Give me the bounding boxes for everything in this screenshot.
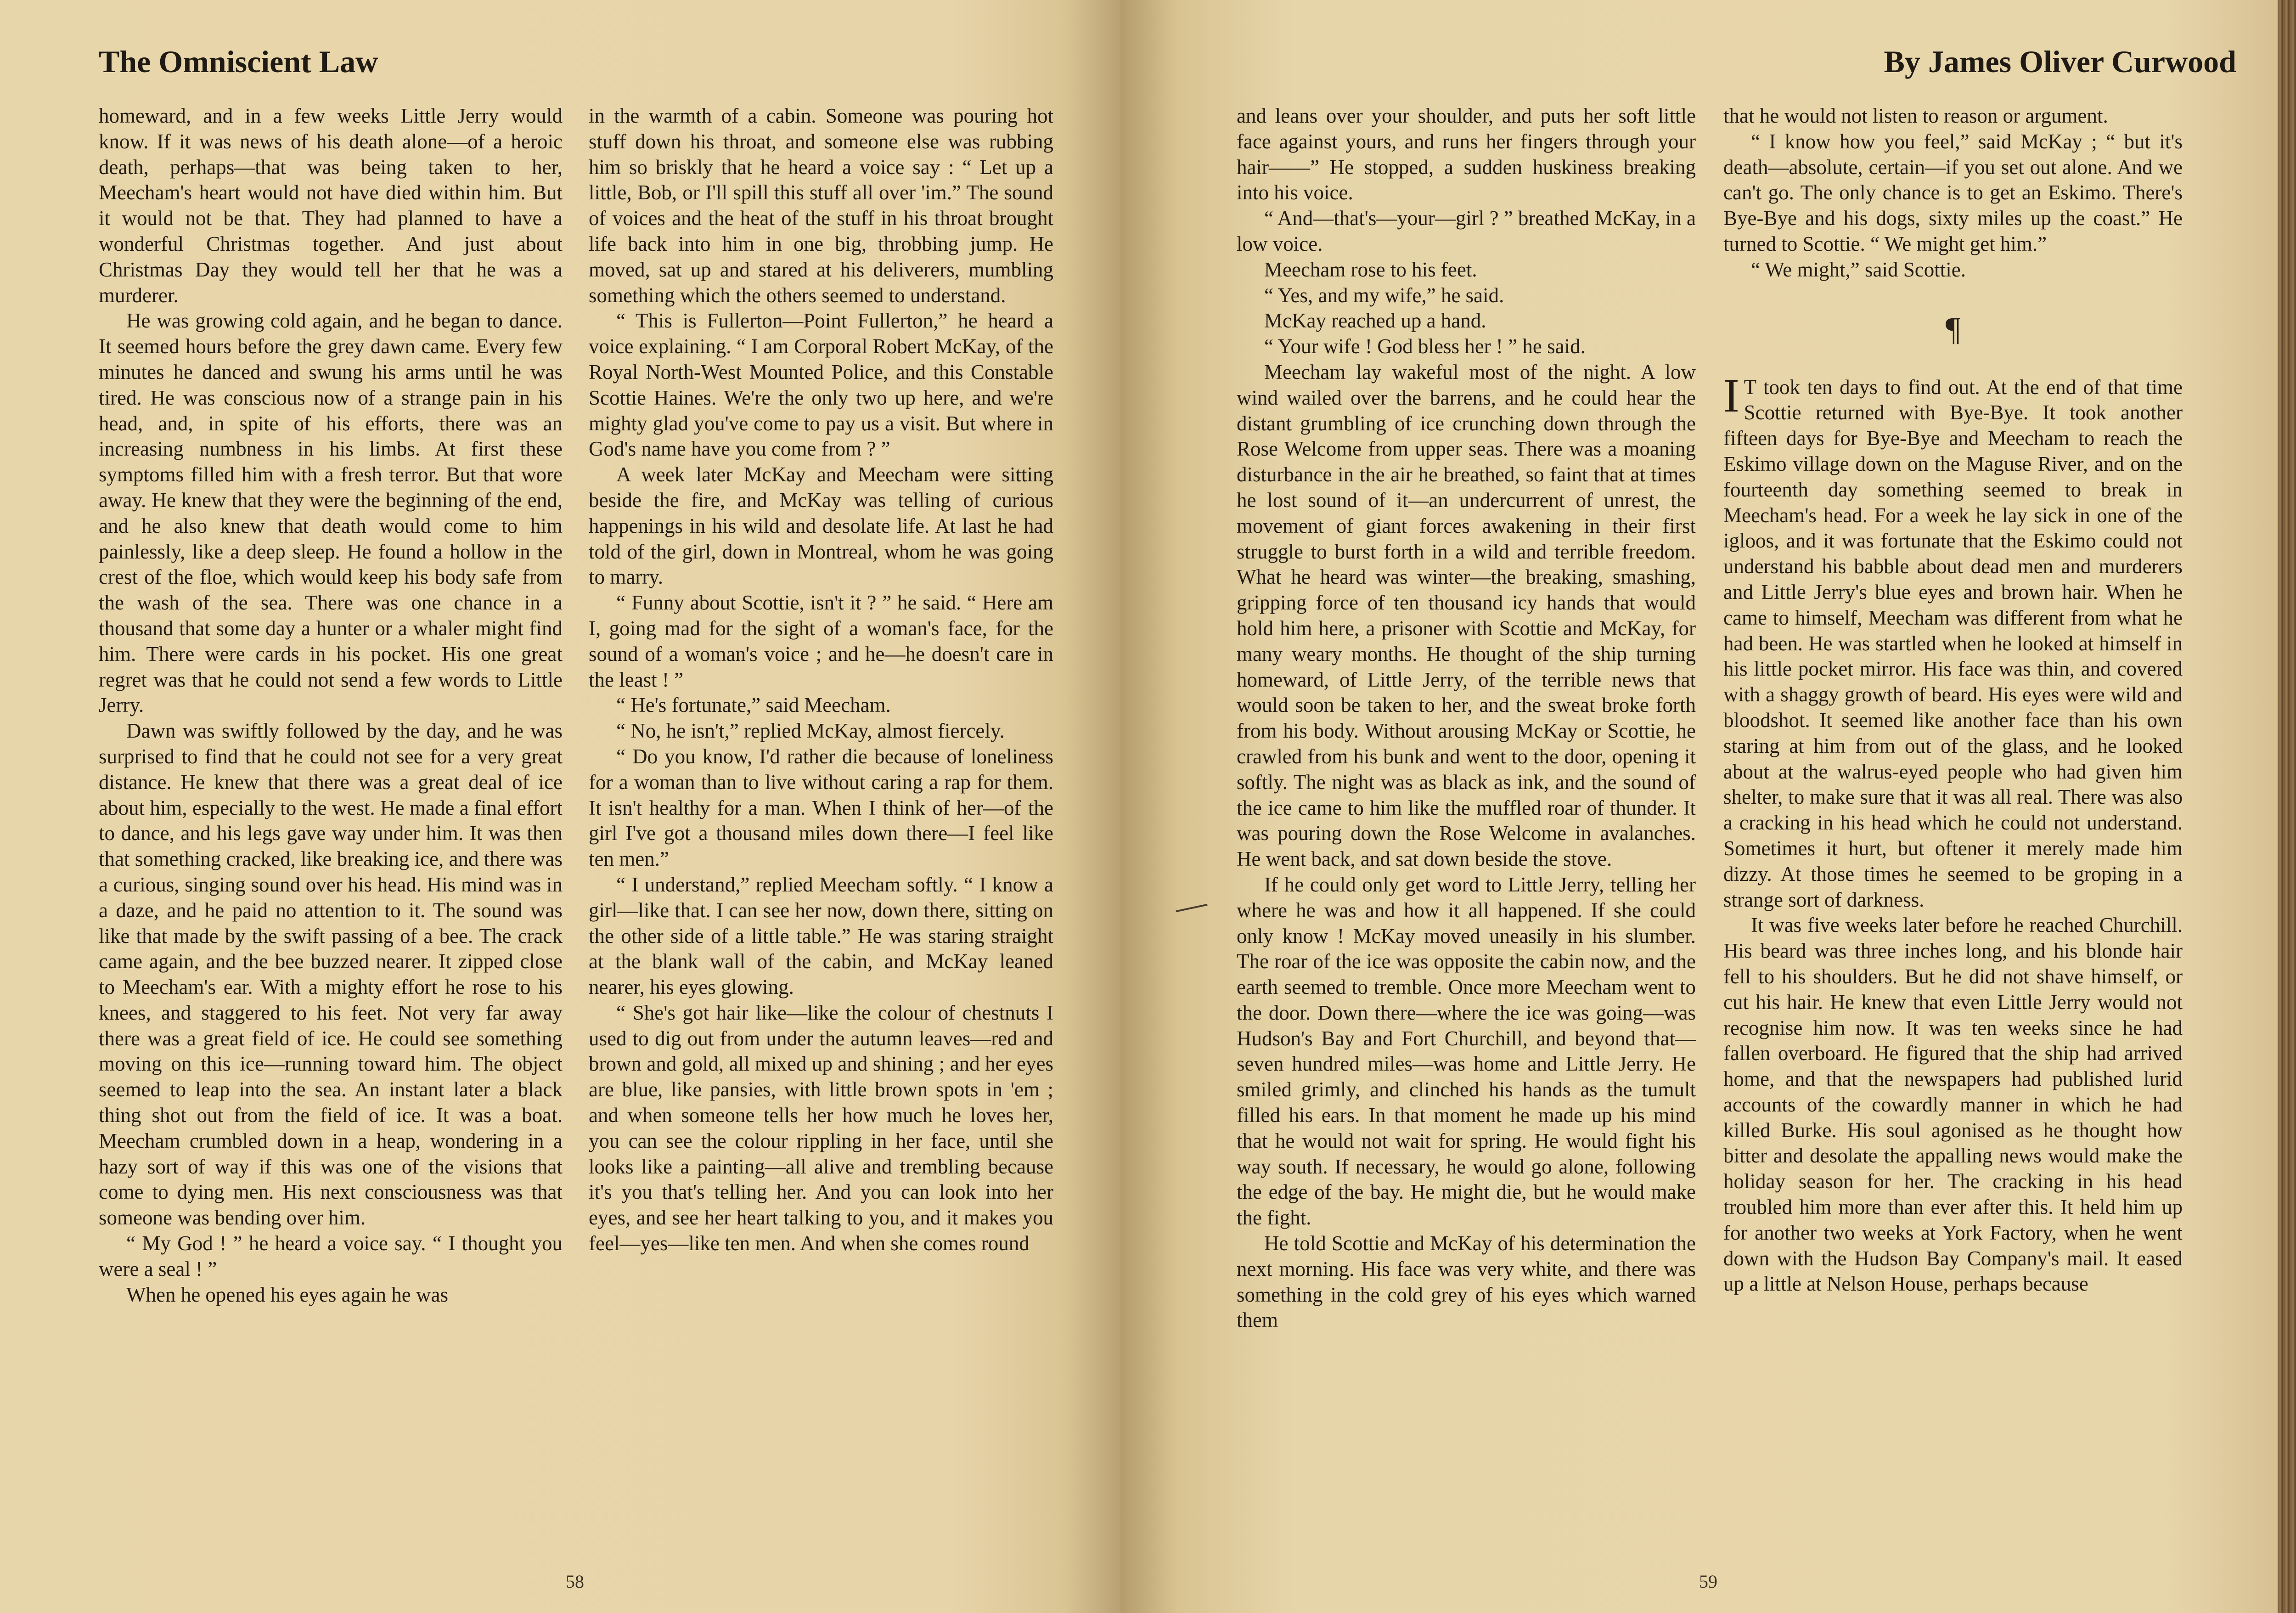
paragraph: “ I know how you feel,” said McKay ; “ but it's death—absolute, certain—if you set out alone. And we can't go. The only chance is to get an Eskimo. There's Bye-Bye and his dogs, sixty miles up the coast.” He turned to Scottie. “ We might get him.” — [1723, 130, 2183, 255]
paragraph: Meecham rose to his feet. — [1264, 258, 1477, 281]
paragraph: “ This is Fullerton—Point Fullerton,” he heard a voice explaining. “ I am Corporal Robert McKay, of the Royal North-West Mounted Police, and this Constable Scottie Haines. We're the only two up here, and we're mighty glad you've come to pay us a visit. But where in God's name have you come from ? ” — [589, 309, 1053, 461]
paragraph: “ Funny about Scottie, isn't it ? ” he said. “ Here am I, going mad for the sight of a woman's face, for the sound of a woman's voice ; and he—he doesn't care in the least ! ” — [589, 591, 1053, 691]
folio-left: 58 — [566, 1571, 584, 1592]
paragraph: Dawn was swiftly followed by the day, and he was surprised to find that he could not see for a very great distance. He knew that there was a great deal of ice about him, especially to the west. He made a final effort to dance, and his legs gave way under him. It was then that something cracked, like breaking ice, and there was a curious, singing sound over his head. His mind was in a daze, and he paid no attention to it. The sound was like that made by the swift passing of a bee. The crack came again, and the bee buzzed nearer. It zipped close to Meecham's ear. With a mighty effort he rose to his knees, and staggered to his feet. Not very far away there was a great field of ice. He could see something moving on this ice—running toward him. The object seemed to leap into the sea. An instant later a black thing shot out from the field of ice. It was a boat. Meecham crumbled down in a heap, wondering in a hazy sort of way if this was one of the visions that come to dying men. His next consciousness was that someone was bending over him. — [99, 719, 563, 1229]
paragraph: He told Scottie and McKay of his determination the next morning. His face was very white, and there was something in the cold grey of his eyes which warned them — [1237, 1232, 1696, 1332]
left-page-column-1 — [99, 103, 563, 1308]
book-page-edges — [2278, 0, 2296, 1613]
paragraph: “ Yes, and my wife,” he said. — [1264, 283, 1504, 307]
paragraph: “ He's fortunate,” said Meecham. — [616, 694, 891, 717]
paragraph: If he could only get word to Little Jerry, telling her where he was and how it all happened. If she could only know ! McKay moved uneasily in his slumber. The roar of the ice was opposite the cabin now, and the earth seemed to tremble. Once more Meecham went to the door. Down there—where the ice was going—was Hudson's Bay and Fort Churchill, and beyond that—seven hundred miles—was home and Little Jerry. He smiled grimly, and clinched his hands as the tumult filled his ears. In that moment he made up his mind that he would not wait for spring. He would fight his way south. If necessary, he would go alone, following the edge of the bay. He might die, but he would make the fight. — [1237, 873, 1696, 1229]
paragraph: “ Do you know, I'd rather die because of loneliness for a woman than to live without caring a rap for them. It isn't healthy for a man. When I think of her—of the girl I've got a thousand miles down there—I feel like ten men.” — [589, 744, 1053, 871]
running-head-right: By James Oliver Curwood — [1884, 44, 2236, 79]
paragraph: homeward, and in a few weeks Little Jerry would know. If it was news of his death alone—of a heroic death, perhaps—that was being taken to her, Meecham's heart would not have died within him. But it would not be that. They had planned to have a wonderful Christmas together. And just about Christmas Day they would tell her that he was a murderer. — [99, 104, 563, 307]
paragraph: “ Your wife ! God bless her ! ” he said. — [1264, 335, 1586, 358]
paragraph: “ She's got hair like—like the colour of chestnuts I used to dig out from under the autumn leaves—red and brown and gold, all mixed up and shining ; and her eyes are blue, like pansies, with little brown spots in 'em ; and when someone tells her how much he loves her, you can see the colour rippling in her face, until she looks like a painting—all alive and trembling because it's you that's telling her. And you can look into her eyes, and see her heart talking to you, and it makes you feel—yes—like ten men. And when she comes round — [589, 1001, 1053, 1255]
paragraph: Meecham lay wakeful most of the night. A low wind wailed over the barrens, and he could hear the distant grumbling of ice crunching down through the Rose Welcome from upper seas. There was a moaning disturbance in the air he breathed, so faint that at times he lost sound of it—an undercurrent of unrest, the movement of giant forces awakening in their first struggle to burst forth in a wild and terrible freedom. What he heard was winter—the breaking, smashing, gripping force of ten thousand icy hands that would hold him here, a prisoner with Scottie and McKay, for many weary months. He thought of the ship turning homeward, of Little Jerry, of the terrible news that would soon be taken to her, and the sweat broke forth from his body. Without arousing McKay or Scottie, he crawled from his bunk and went to the door, opening it softly. The night was as black as ink, and the sound of the ice came to him like the muffled roar of thunder. It was pouring down the Rose Welcome in avalanches. He went back, and sat down beside the stove. — [1237, 360, 1696, 871]
paragraph: in the warmth of a cabin. Someone was pouring hot stuff down his throat, and someone else was rubbing him so briskly that he heard a voice say : “ Let up a little, Bob, or I'll spill this stuff all over 'im.” The sound of voices and the heat of the stuff in his throat brought life back into him in one big, throbbing jump. He moved, sat up and stared at his deliverers, mumbling something which the others seemed to understand. — [589, 104, 1053, 307]
paragraph: “ I understand,” replied Meecham softly. “ I know a girl—like that. I can see her now, down there, sitting on the other side of a little table.” He was staring straight at the blank wall of the cabin, and McKay leaned nearer, his eyes glowing. — [589, 873, 1053, 999]
right-page — [1120, 0, 2278, 1613]
paragraph: McKay reached up a hand. — [1264, 309, 1486, 333]
right-page-column-2 — [1723, 103, 2183, 1297]
paragraph: “ No, he isn't,” replied McKay, almost fiercely. — [616, 719, 1005, 743]
paragraph: “ We might,” said Scottie. — [1751, 258, 1966, 281]
paragraph: It was five weeks later before he reached Churchill. His beard was three inches long, and his blonde hair fell to his shoulders. But he did not shave himself, or cut his hair. He knew that even Little Jerry would not recognise him now. It was ten weeks since he had fallen overboard. He figured that the ship had arrived home, and that the newspapers had published lurid accounts of the cowardly manner in which he had killed Burke. His soul agonised as he thought how bitter and desolate the appalling news would make the holiday season for her. The cracking in his head troubled him more than ever after this. It held him up for another two weeks at York Factory, when he went down with the Hudson Bay Company's mail. It eased up a little at Nelson House, perhaps because — [1723, 914, 2183, 1296]
right-page-column-1 — [1237, 103, 1696, 1333]
section-ornament: ¶ — [1945, 310, 1961, 347]
paragraph: A week later McKay and Meecham were sitting beside the fire, and McKay was telling of curious happenings in his wild and desolate life. At last he had told of the girl, down in Montreal, whom he was going to marry. — [589, 463, 1053, 589]
paragraph: IT took ten days to find out. At the end of that time Scottie returned with Bye-Bye. It took another fifteen days for Bye-Bye and Meecham to reach the Eskimo village down on the Maguse River, and on the fourteenth day something seemed to break in Meecham's head. For a week he lay sick in one of the igloos, and it was fortunate that the Eskimo could not understand his babble about dead men and murderers and Little Jerry's blue eyes and brown hair. When he came to himself, Meecham was different from what he had been. He was startled when he looked at himself in his little pocket mirror. His face was thin, and covered with a shaggy growth of beard. His eyes were wild and bloodshot. It seemed like another face than his own staring at him from out of the glass, and he looked about at the walrus-eyed people who had given him shelter, to make sure that it was all real. There was also a cracking in his head which he could not understand. Sometimes it hurt, but oftener it merely made him dizzy. At those times he seemed to be groping in a strange sort of darkness. — [1723, 369, 2183, 911]
running-head-left: The Omniscient Law — [99, 44, 378, 79]
paragraph: When he opened his eyes again he was — [126, 1283, 448, 1306]
paragraph: He was growing cold again, and he began to dance. It seemed hours before the grey dawn came. Every few minutes he danced and swung his arms until he was tired. He was conscious now of a strange pain in his head, and, in spite of his efforts, there was an increasing numbness in his limbs. At first these symptoms filled him with a fresh terror. But that wore away. He knew that they were the beginning of the end, and he also knew that death would come to him painlessly, like a deep sleep. He found a hollow in the crest of the floe, which would keep his body safe from the wash of the sea. There was one chance in a thousand that some day a hunter or a whaler might find him. There were cards in his pocket. His one great regret was that he could not send a few words to Little Jerry. — [99, 309, 563, 717]
folio-right: 59 — [1699, 1571, 1717, 1592]
paragraph: that he would not listen to reason or argument. — [1723, 104, 2108, 127]
paragraph: and leans over your shoulder, and puts her soft little face against yours, and runs her fingers through your hair——” He stopped, a sudden huskiness breaking into his voice. — [1237, 104, 1696, 204]
paragraph: “ My God ! ” he heard a voice say. “ I thought you were a seal ! ” — [99, 1232, 563, 1280]
paragraph: “ And—that's—your—girl ? ” breathed McKay, in a low voice. — [1237, 207, 1696, 255]
left-page-column-2 — [589, 103, 1053, 1257]
left-page — [0, 0, 1120, 1613]
